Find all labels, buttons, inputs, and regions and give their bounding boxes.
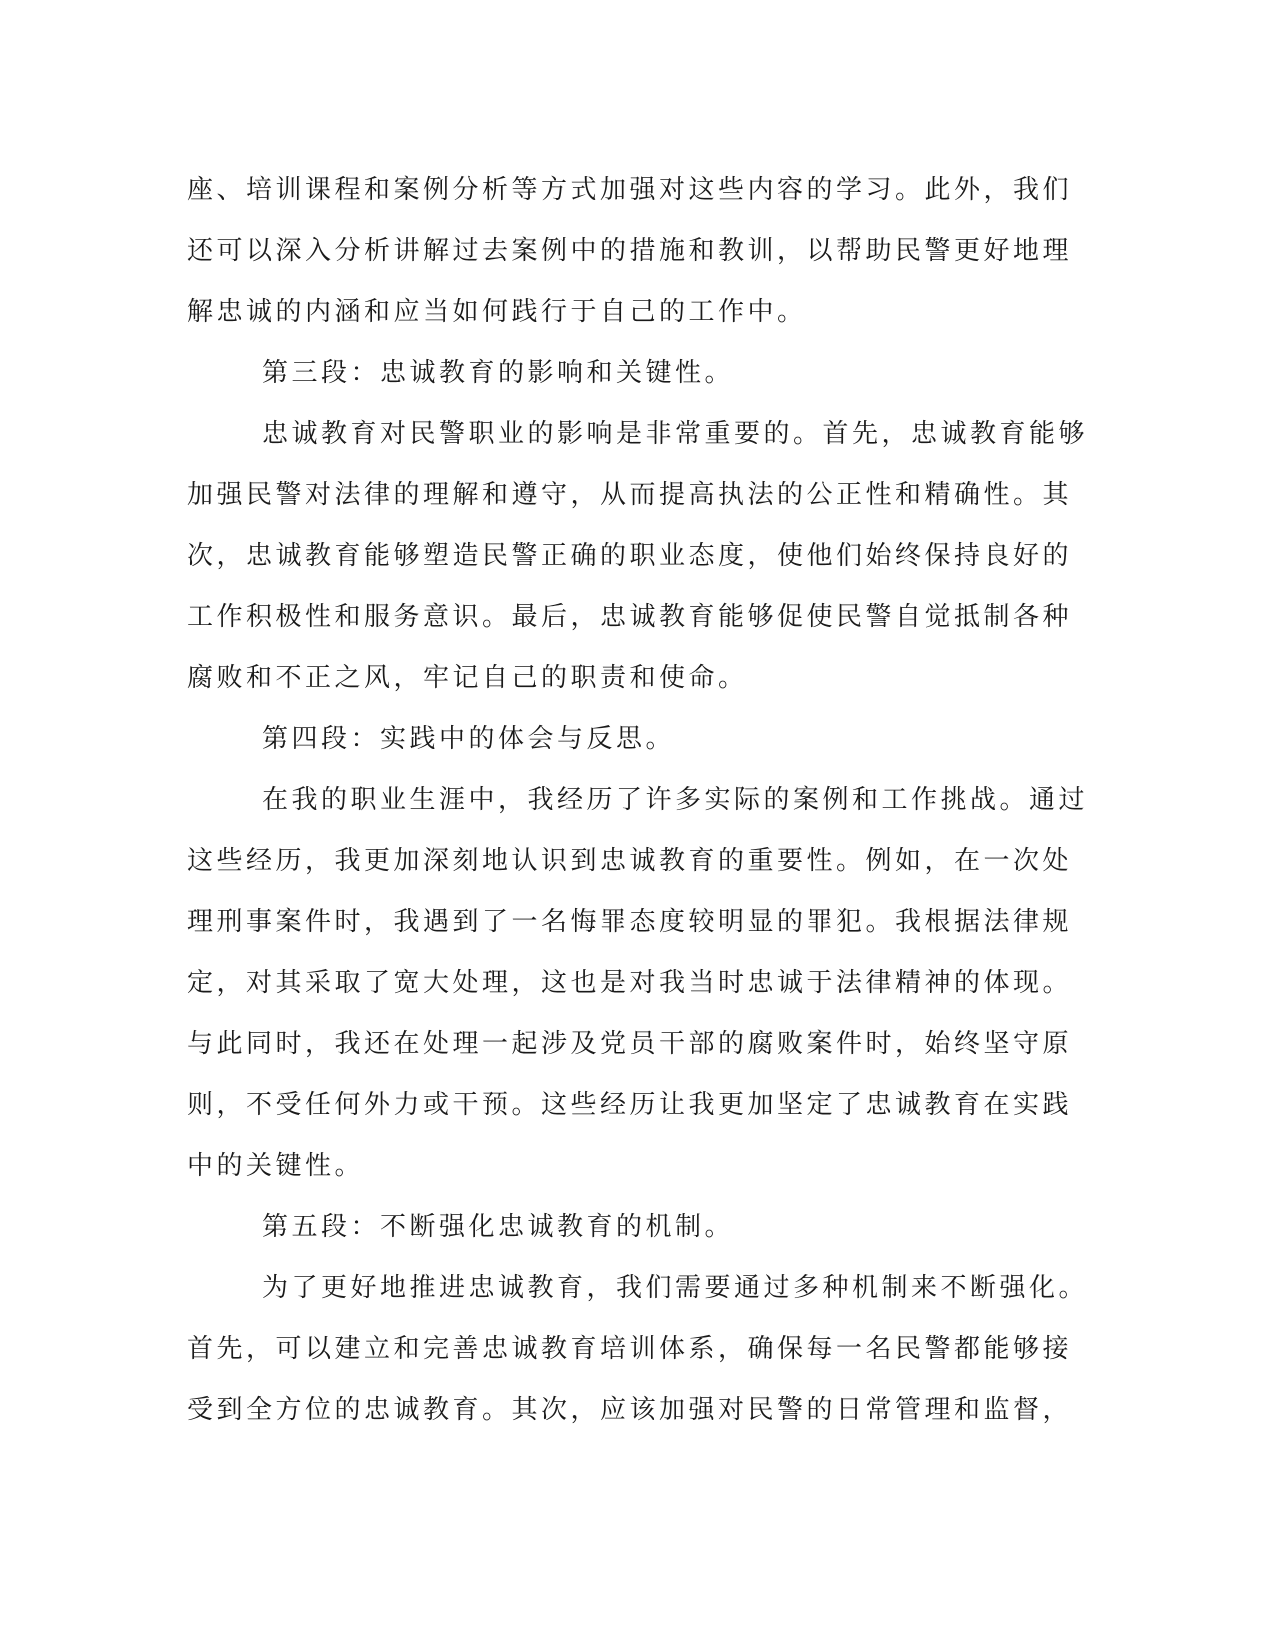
document-body xyxy=(187,160,1087,1441)
section-heading: 第五段：不断强化忠诚教育的机制。 xyxy=(262,1212,735,1242)
text-line: 还可以深入分析讲解过去案例中的措施和教训，以帮助民警更好地理 xyxy=(187,236,1073,266)
text-line: 受到全方位的忠诚教育。其次，应该加强对民警的日常管理和监督， xyxy=(187,1395,1073,1425)
text-line: 理刑事案件时，我遇到了一名悔罪态度较明显的罪犯。我根据法律规 xyxy=(187,907,1073,937)
text-line: 则，不受任何外力或干预。这些经历让我更加坚定了忠诚教育在实践 xyxy=(187,1090,1073,1120)
text-line: 在我的职业生涯中，我经历了许多实际的案例和工作挑战。通过 xyxy=(262,785,1089,815)
text-line: 首先，可以建立和完善忠诚教育培训体系，确保每一名民警都能够接 xyxy=(187,1334,1073,1364)
text-line: 定，对其采取了宽大处理，这也是对我当时忠诚于法律精神的体现。 xyxy=(187,968,1073,998)
text-line: 座、培训课程和案例分析等方式加强对这些内容的学习。此外，我们 xyxy=(187,175,1073,205)
text-line: 工作积极性和服务意识。最后，忠诚教育能够促使民警自觉抵制各种 xyxy=(187,602,1073,632)
text-line: 腐败和不正之风，牢记自己的职责和使命。 xyxy=(187,663,748,693)
text-line: 这些经历，我更加深刻地认识到忠诚教育的重要性。例如，在一次处 xyxy=(187,846,1073,876)
text-line: 与此同时，我还在处理一起涉及党员干部的腐败案件时，始终坚守原 xyxy=(187,1029,1073,1059)
section-heading: 第四段：实践中的体会与反思。 xyxy=(262,724,676,754)
text-line: 为了更好地推进忠诚教育，我们需要通过多种机制来不断强化。 xyxy=(262,1273,1089,1303)
text-line: 次，忠诚教育能够塑造民警正确的职业态度，使他们始终保持良好的 xyxy=(187,541,1073,571)
text-line: 加强民警对法律的理解和遵守，从而提高执法的公正性和精确性。其 xyxy=(187,480,1073,510)
text-line: 忠诚教育对民警职业的影响是非常重要的。首先，忠诚教育能够 xyxy=(262,419,1089,449)
text-line: 中的关键性。 xyxy=(187,1151,365,1181)
text-line: 解忠诚的内涵和应当如何践行于自己的工作中。 xyxy=(187,297,807,327)
section-heading: 第三段：忠诚教育的影响和关键性。 xyxy=(262,358,735,388)
